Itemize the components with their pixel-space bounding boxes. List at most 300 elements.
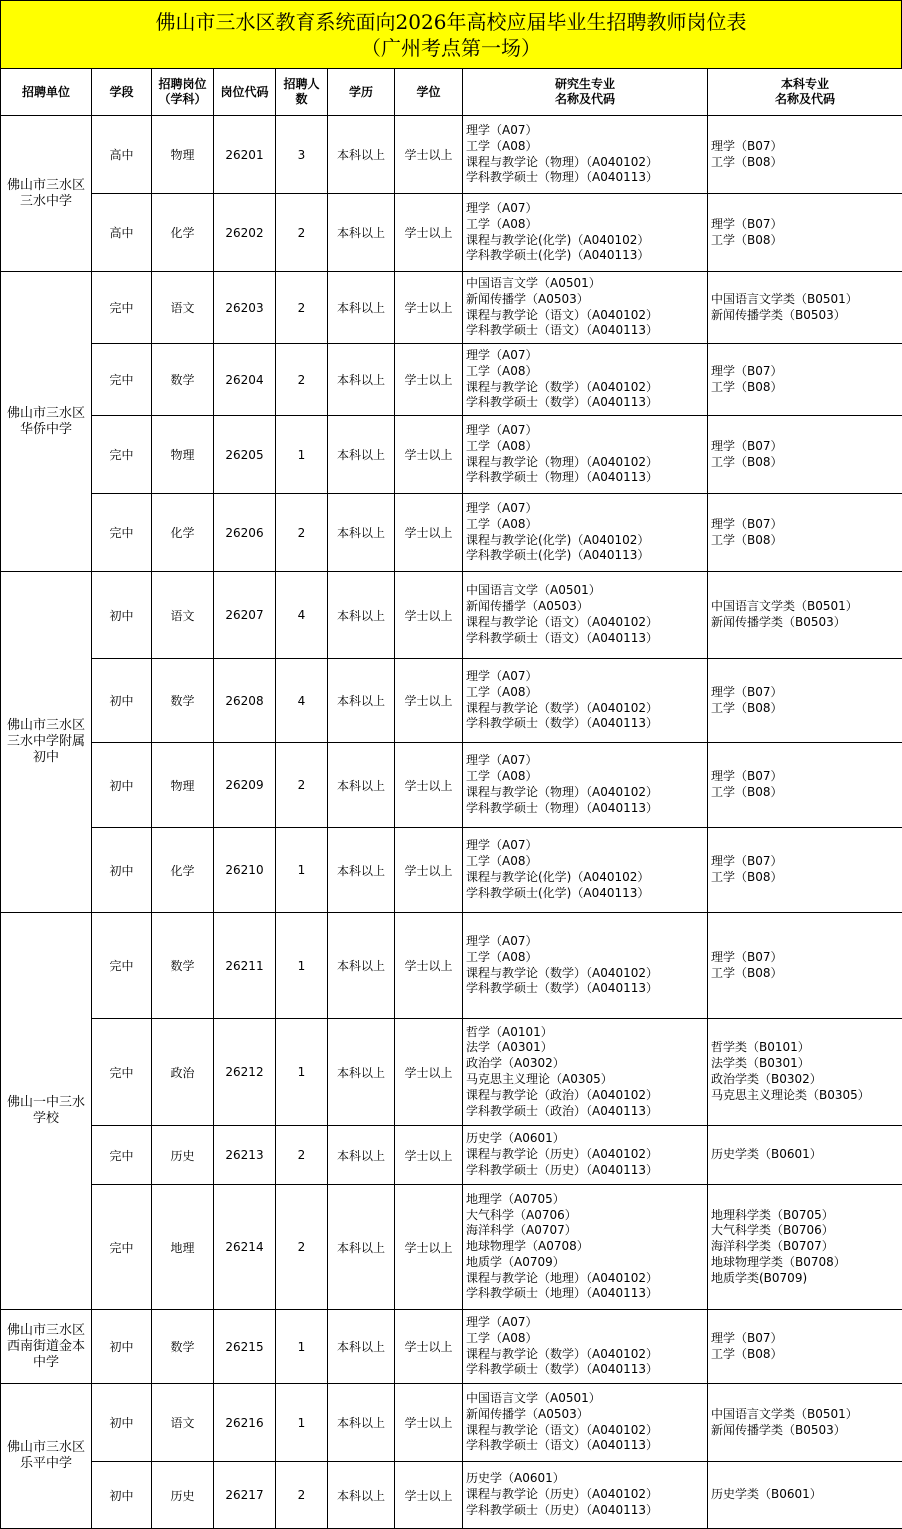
undergraduate-major-line: 新闻传播学类（B0503）: [711, 1423, 902, 1439]
graduate-major-line: 工学（A08）: [466, 364, 707, 380]
unit-name-line: 学校: [5, 1111, 87, 1127]
headcount-cell: 2: [276, 344, 328, 416]
header-count-line: 招聘人: [276, 77, 327, 92]
undergraduate-major-line: 工学（B08）: [711, 533, 902, 549]
unit-cell: [1, 116, 92, 272]
headcount-cell: 3: [276, 116, 328, 194]
graduate-major-cell: [463, 828, 708, 913]
undergraduate-major-line: 工学（B08）: [711, 1347, 902, 1363]
graduate-major-line: 中国语言文学（A0501）: [466, 1391, 707, 1407]
graduate-major-line: 理学（A07）: [466, 123, 707, 139]
graduate-major-cell: [463, 494, 708, 572]
graduate-major-line: 课程与教学论（数学）（A040102）: [466, 1347, 707, 1363]
undergraduate-major-line: 工学（B08）: [711, 233, 902, 249]
undergraduate-major-cell: [708, 116, 902, 194]
subject-cell: 政治: [152, 1019, 214, 1126]
table-row: [1, 1384, 902, 1462]
degree-cell: 学士以上: [395, 116, 463, 194]
undergraduate-major-line: 海洋科学类（B0707）: [711, 1239, 902, 1255]
undergraduate-major-line: 理学（B07）: [711, 364, 902, 380]
unit-name-line: 佛山市三水区: [5, 1440, 87, 1456]
graduate-major-line: 课程与教学论（物理）（A040102）: [466, 455, 707, 471]
graduate-major-line: 新闻传播学（A0503）: [466, 599, 707, 615]
header-post: [152, 69, 214, 116]
graduate-major-line: 课程与教学论（数学）（A040102）: [466, 966, 707, 982]
unit-name-line: 三水中学: [5, 194, 87, 210]
graduate-major-line: 哲学（A0101）: [466, 1025, 707, 1041]
graduate-major-line: 工学（A08）: [466, 950, 707, 966]
graduate-major-line: 工学（A08）: [466, 439, 707, 455]
graduate-major-line: 地球物理学（A0708）: [466, 1239, 707, 1255]
table-row: [1, 416, 902, 494]
graduate-major-cell: [463, 116, 708, 194]
stage-cell: 完中: [92, 1126, 152, 1185]
post-code-cell: 26208: [214, 659, 276, 743]
degree-cell: 学士以上: [395, 416, 463, 494]
graduate-major-line: 学科教学硕士（语文）（A040113）: [466, 1438, 707, 1454]
header-under-line: 本科专业: [708, 77, 902, 92]
undergraduate-major-line: 地球物理学类（B0708）: [711, 1255, 902, 1271]
graduate-major-line: 海洋科学（A0707）: [466, 1223, 707, 1239]
undergraduate-major-cell: [708, 416, 902, 494]
unit-cell: [1, 1310, 92, 1384]
header-under-line: 名称及代码: [708, 92, 902, 107]
unit-name-line: 乐平中学: [5, 1456, 87, 1472]
graduate-major-cell: [463, 1462, 708, 1529]
undergraduate-major-line: 中国语言文学类（B0501）: [711, 599, 902, 615]
graduate-major-line: 理学（A07）: [466, 501, 707, 517]
header-code: 岗位代码: [214, 69, 276, 116]
undergraduate-major-cell: [708, 1126, 902, 1185]
graduate-major-line: 学科教学硕士（物理）（A040113）: [466, 470, 707, 486]
graduate-major-line: 理学（A07）: [466, 201, 707, 217]
degree-cell: 学士以上: [395, 494, 463, 572]
stage-cell: 完中: [92, 1019, 152, 1126]
graduate-major-line: 学科教学硕士(化学)（A040113）: [466, 886, 707, 902]
post-code-cell: 26206: [214, 494, 276, 572]
post-code-cell: 26204: [214, 344, 276, 416]
subject-cell: 物理: [152, 116, 214, 194]
graduate-major-line: 理学（A07）: [466, 348, 707, 364]
graduate-major-line: 课程与教学论（历史）（A040102）: [466, 1147, 707, 1163]
headcount-cell: 1: [276, 828, 328, 913]
post-code-cell: 26215: [214, 1310, 276, 1384]
post-code-cell: 26201: [214, 116, 276, 194]
unit-cell: [1, 572, 92, 913]
subject-cell: 化学: [152, 828, 214, 913]
headcount-cell: 4: [276, 659, 328, 743]
graduate-major-line: 历史学（A0601）: [466, 1131, 707, 1147]
degree-cell: 学士以上: [395, 1185, 463, 1310]
graduate-major-line: 课程与教学论（语文）（A040102）: [466, 1423, 707, 1439]
post-code-cell: 26203: [214, 272, 276, 344]
subject-cell: 历史: [152, 1126, 214, 1185]
post-code-cell: 26209: [214, 743, 276, 828]
stage-cell: 初中: [92, 659, 152, 743]
undergraduate-major-cell: [708, 194, 902, 272]
title-line-2: （广州考点第一场）: [361, 35, 541, 61]
headcount-cell: 2: [276, 1185, 328, 1310]
graduate-major-cell: [463, 572, 708, 659]
headcount-cell: 1: [276, 1384, 328, 1462]
table-row: [1, 743, 902, 828]
graduate-major-line: 理学（A07）: [466, 934, 707, 950]
graduate-major-line: 工学（A08）: [466, 854, 707, 870]
header-grad-line: 研究生专业: [463, 77, 707, 92]
graduate-major-cell: [463, 344, 708, 416]
unit-name-line: 佛山市三水区: [5, 406, 87, 422]
undergraduate-major-cell: [708, 1384, 902, 1462]
post-code-cell: 26210: [214, 828, 276, 913]
graduate-major-line: 课程与教学论（历史）（A040102）: [466, 1487, 707, 1503]
header-stage: 学段: [92, 69, 152, 116]
education-cell: 本科以上: [328, 416, 395, 494]
header-post-line: （学科）: [152, 92, 213, 107]
post-code-cell: 26213: [214, 1126, 276, 1185]
stage-cell: 初中: [92, 1310, 152, 1384]
undergraduate-major-line: 工学（B08）: [711, 870, 902, 886]
graduate-major-line: 学科教学硕士（数学）（A040113）: [466, 716, 707, 732]
graduate-major-line: 工学（A08）: [466, 769, 707, 785]
undergraduate-major-line: 理学（B07）: [711, 685, 902, 701]
stage-cell: 完中: [92, 1185, 152, 1310]
undergraduate-major-line: 地理科学类（B0705）: [711, 1208, 902, 1224]
post-code-cell: 26216: [214, 1384, 276, 1462]
education-cell: 本科以上: [328, 828, 395, 913]
degree-cell: 学士以上: [395, 1126, 463, 1185]
education-cell: 本科以上: [328, 1019, 395, 1126]
stage-cell: 初中: [92, 743, 152, 828]
graduate-major-line: 课程与教学论（物理）（A040102）: [466, 155, 707, 171]
undergraduate-major-cell: [708, 1310, 902, 1384]
graduate-major-line: 课程与教学论（物理）（A040102）: [466, 785, 707, 801]
subject-cell: 语文: [152, 572, 214, 659]
graduate-major-line: 工学（A08）: [466, 217, 707, 233]
header-unit: 招聘单位: [1, 69, 92, 116]
degree-cell: 学士以上: [395, 1384, 463, 1462]
stage-cell: 完中: [92, 913, 152, 1019]
undergraduate-major-line: 中国语言文学类（B0501）: [711, 292, 902, 308]
graduate-major-line: 工学（A08）: [466, 517, 707, 533]
table-row: [1, 913, 902, 1019]
graduate-major-line: 课程与教学论（政治）（A040102）: [466, 1088, 707, 1104]
undergraduate-major-cell: [708, 913, 902, 1019]
table-row: [1, 194, 902, 272]
graduate-major-line: 理学（A07）: [466, 838, 707, 854]
graduate-major-line: 学科教学硕士（语文）（A040113）: [466, 323, 707, 339]
title-line-1: 佛山市三水区教育系统面向2026年高校应届毕业生招聘教师岗位表: [156, 9, 747, 35]
undergraduate-major-line: 大气科学类（B0706）: [711, 1223, 902, 1239]
education-cell: 本科以上: [328, 1185, 395, 1310]
subject-cell: 化学: [152, 194, 214, 272]
undergraduate-major-cell: [708, 494, 902, 572]
degree-cell: 学士以上: [395, 1310, 463, 1384]
unit-name-line: 佛山市三水区: [5, 178, 87, 194]
header-grad-line: 名称及代码: [463, 92, 707, 107]
post-code-cell: 26205: [214, 416, 276, 494]
undergraduate-major-line: 地质学类(B0709): [711, 1271, 902, 1287]
graduate-major-line: 学科教学硕士（政治）（A040113）: [466, 1104, 707, 1120]
education-cell: 本科以上: [328, 116, 395, 194]
education-cell: 本科以上: [328, 194, 395, 272]
graduate-major-line: 工学（A08）: [466, 139, 707, 155]
table-row: [1, 659, 902, 743]
graduate-major-line: 学科教学硕士(化学)（A040113）: [466, 548, 707, 564]
stage-cell: 高中: [92, 194, 152, 272]
graduate-major-line: 课程与教学论(化学)（A040102）: [466, 533, 707, 549]
header-education: 学历: [328, 69, 395, 116]
undergraduate-major-line: 马克思主义理论类（B0305）: [711, 1088, 902, 1104]
unit-cell: [1, 272, 92, 572]
table-row: [1, 1185, 902, 1310]
graduate-major-line: 工学（A08）: [466, 1331, 707, 1347]
education-cell: 本科以上: [328, 1310, 395, 1384]
undergraduate-major-cell: [708, 743, 902, 828]
table-row: [1, 494, 902, 572]
undergraduate-major-line: 理学（B07）: [711, 950, 902, 966]
undergraduate-major-line: 历史学类（B0601）: [711, 1487, 902, 1503]
graduate-major-line: 地理学（A0705）: [466, 1192, 707, 1208]
graduate-major-line: 课程与教学论(化学)（A040102）: [466, 233, 707, 249]
subject-cell: 语文: [152, 272, 214, 344]
headcount-cell: 2: [276, 494, 328, 572]
table-row: [1, 1126, 902, 1185]
undergraduate-major-line: 中国语言文学类（B0501）: [711, 1407, 902, 1423]
stage-cell: 初中: [92, 572, 152, 659]
unit-name-line: 佛山市三水区: [5, 718, 87, 734]
undergraduate-major-line: 工学（B08）: [711, 155, 902, 171]
undergraduate-major-line: 理学（B07）: [711, 517, 902, 533]
graduate-major-line: 大气科学（A0706）: [466, 1208, 707, 1224]
degree-cell: 学士以上: [395, 659, 463, 743]
education-cell: 本科以上: [328, 743, 395, 828]
table-row: [1, 1019, 902, 1126]
undergraduate-major-cell: [708, 272, 902, 344]
graduate-major-line: 学科教学硕士（物理）（A040113）: [466, 801, 707, 817]
table-row: [1, 828, 902, 913]
graduate-major-line: 新闻传播学（A0503）: [466, 1407, 707, 1423]
undergraduate-major-cell: [708, 572, 902, 659]
subject-cell: 历史: [152, 1462, 214, 1529]
undergraduate-major-line: 哲学类（B0101）: [711, 1040, 902, 1056]
stage-cell: 初中: [92, 1462, 152, 1529]
graduate-major-line: 理学（A07）: [466, 1315, 707, 1331]
undergraduate-major-line: 理学（B07）: [711, 1331, 902, 1347]
header-graduate-major: [463, 69, 708, 116]
graduate-major-line: 地质学（A0709）: [466, 1255, 707, 1271]
graduate-major-line: 课程与教学论（语文）（A040102）: [466, 615, 707, 631]
stage-cell: 完中: [92, 494, 152, 572]
degree-cell: 学士以上: [395, 572, 463, 659]
degree-cell: 学士以上: [395, 913, 463, 1019]
post-code-cell: 26211: [214, 913, 276, 1019]
graduate-major-cell: [463, 913, 708, 1019]
stage-cell: 完中: [92, 416, 152, 494]
headcount-cell: 1: [276, 913, 328, 1019]
headcount-cell: 2: [276, 1126, 328, 1185]
graduate-major-line: 新闻传播学（A0503）: [466, 292, 707, 308]
subject-cell: 数学: [152, 344, 214, 416]
headcount-cell: 2: [276, 1462, 328, 1529]
headcount-cell: 1: [276, 1310, 328, 1384]
degree-cell: 学士以上: [395, 194, 463, 272]
stage-cell: 初中: [92, 828, 152, 913]
undergraduate-major-line: 历史学类（B0601）: [711, 1147, 902, 1163]
stage-cell: 完中: [92, 344, 152, 416]
undergraduate-major-line: 理学（B07）: [711, 769, 902, 785]
unit-name-line: 中学: [5, 1355, 87, 1371]
graduate-major-line: 课程与教学论(化学)（A040102）: [466, 870, 707, 886]
positions-table: [0, 68, 902, 1529]
graduate-major-line: 中国语言文学（A0501）: [466, 276, 707, 292]
education-cell: 本科以上: [328, 659, 395, 743]
degree-cell: 学士以上: [395, 344, 463, 416]
graduate-major-line: 学科教学硕士（数学）（A040113）: [466, 395, 707, 411]
undergraduate-major-cell: [708, 828, 902, 913]
degree-cell: 学士以上: [395, 272, 463, 344]
graduate-major-line: 学科教学硕士（地理）（A040113）: [466, 1286, 707, 1302]
undergraduate-major-line: 理学（B07）: [711, 439, 902, 455]
subject-cell: 化学: [152, 494, 214, 572]
graduate-major-line: 理学（A07）: [466, 423, 707, 439]
undergraduate-major-cell: [708, 1185, 902, 1310]
unit-cell: [1, 1384, 92, 1529]
undergraduate-major-line: 新闻传播学类（B0503）: [711, 615, 902, 631]
stage-cell: 初中: [92, 1384, 152, 1462]
header-count: [276, 69, 328, 116]
post-code-cell: 26214: [214, 1185, 276, 1310]
graduate-major-line: 学科教学硕士（数学）（A040113）: [466, 981, 707, 997]
graduate-major-line: 学科教学硕士（历史）（A040113）: [466, 1503, 707, 1519]
table-row: [1, 344, 902, 416]
undergraduate-major-line: 工学（B08）: [711, 701, 902, 717]
undergraduate-major-line: 工学（B08）: [711, 966, 902, 982]
undergraduate-major-cell: [708, 1019, 902, 1126]
subject-cell: 物理: [152, 743, 214, 828]
graduate-major-line: 中国语言文学（A0501）: [466, 583, 707, 599]
graduate-major-line: 课程与教学论（语文）（A040102）: [466, 308, 707, 324]
subject-cell: 数学: [152, 1310, 214, 1384]
graduate-major-cell: [463, 416, 708, 494]
graduate-major-line: 学科教学硕士（数学）（A040113）: [466, 1362, 707, 1378]
graduate-major-line: 学科教学硕士(化学)（A040113）: [466, 248, 707, 264]
graduate-major-line: 学科教学硕士（物理）（A040113）: [466, 170, 707, 186]
header-undergraduate-major: [708, 69, 902, 116]
graduate-major-cell: [463, 1384, 708, 1462]
graduate-major-cell: [463, 743, 708, 828]
degree-cell: 学士以上: [395, 1019, 463, 1126]
subject-cell: 物理: [152, 416, 214, 494]
subject-cell: 数学: [152, 659, 214, 743]
graduate-major-cell: [463, 272, 708, 344]
headcount-cell: 2: [276, 743, 328, 828]
header-count-line: 数: [276, 92, 327, 107]
education-cell: 本科以上: [328, 1126, 395, 1185]
undergraduate-major-line: 工学（B08）: [711, 380, 902, 396]
subject-cell: 数学: [152, 913, 214, 1019]
education-cell: 本科以上: [328, 913, 395, 1019]
graduate-major-cell: [463, 1185, 708, 1310]
undergraduate-major-cell: [708, 1462, 902, 1529]
undergraduate-major-line: 理学（B07）: [711, 217, 902, 233]
headcount-cell: 4: [276, 572, 328, 659]
education-cell: 本科以上: [328, 1462, 395, 1529]
graduate-major-line: 学科教学硕士（历史）（A040113）: [466, 1163, 707, 1179]
table-row: [1, 272, 902, 344]
unit-name-line: 华侨中学: [5, 422, 87, 438]
stage-cell: 完中: [92, 272, 152, 344]
undergraduate-major-cell: [708, 344, 902, 416]
graduate-major-line: 工学（A08）: [466, 685, 707, 701]
graduate-major-line: 课程与教学论（数学）（A040102）: [466, 701, 707, 717]
graduate-major-line: 理学（A07）: [466, 753, 707, 769]
unit-name-line: 西南街道金本: [5, 1339, 87, 1355]
education-cell: 本科以上: [328, 494, 395, 572]
undergraduate-major-line: 理学（B07）: [711, 139, 902, 155]
undergraduate-major-line: 工学（B08）: [711, 455, 902, 471]
degree-cell: 学士以上: [395, 1462, 463, 1529]
graduate-major-cell: [463, 1019, 708, 1126]
degree-cell: 学士以上: [395, 743, 463, 828]
header-degree: 学位: [395, 69, 463, 116]
undergraduate-major-line: 理学（B07）: [711, 854, 902, 870]
graduate-major-cell: [463, 194, 708, 272]
unit-name-line: 佛山市三水区: [5, 1323, 87, 1339]
table-body: [1, 116, 902, 1529]
undergraduate-major-line: 政治学类（B0302）: [711, 1072, 902, 1088]
degree-cell: 学士以上: [395, 828, 463, 913]
unit-name-line: 三水中学附属: [5, 734, 87, 750]
graduate-major-cell: [463, 1126, 708, 1185]
unit-name-line: 佛山一中三水: [5, 1095, 87, 1111]
post-code-cell: 26212: [214, 1019, 276, 1126]
graduate-major-line: 历史学（A0601）: [466, 1471, 707, 1487]
headcount-cell: 2: [276, 194, 328, 272]
subject-cell: 地理: [152, 1185, 214, 1310]
graduate-major-cell: [463, 1310, 708, 1384]
headcount-cell: 1: [276, 1019, 328, 1126]
table-row: [1, 572, 902, 659]
education-cell: 本科以上: [328, 572, 395, 659]
header-row: [1, 69, 902, 116]
page-title: [0, 0, 902, 68]
graduate-major-line: 法学（A0301）: [466, 1040, 707, 1056]
table-row: [1, 1462, 902, 1529]
graduate-major-line: 理学（A07）: [466, 669, 707, 685]
unit-cell: [1, 913, 92, 1310]
graduate-major-line: 马克思主义理论（A0305）: [466, 1072, 707, 1088]
post-code-cell: 26202: [214, 194, 276, 272]
table-row: [1, 116, 902, 194]
undergraduate-major-line: 新闻传播学类（B0503）: [711, 308, 902, 324]
graduate-major-line: 政治学（A0302）: [466, 1056, 707, 1072]
post-code-cell: 26207: [214, 572, 276, 659]
headcount-cell: 2: [276, 272, 328, 344]
graduate-major-line: 学科教学硕士（语文）（A040113）: [466, 631, 707, 647]
undergraduate-major-line: 法学类（B0301）: [711, 1056, 902, 1072]
undergraduate-major-cell: [708, 659, 902, 743]
header-post-line: 招聘岗位: [152, 77, 213, 92]
post-code-cell: 26217: [214, 1462, 276, 1529]
graduate-major-line: 课程与教学论（地理）（A040102）: [466, 1271, 707, 1287]
headcount-cell: 1: [276, 416, 328, 494]
graduate-major-cell: [463, 659, 708, 743]
table-row: [1, 1310, 902, 1384]
education-cell: 本科以上: [328, 272, 395, 344]
stage-cell: 高中: [92, 116, 152, 194]
subject-cell: 语文: [152, 1384, 214, 1462]
education-cell: 本科以上: [328, 344, 395, 416]
